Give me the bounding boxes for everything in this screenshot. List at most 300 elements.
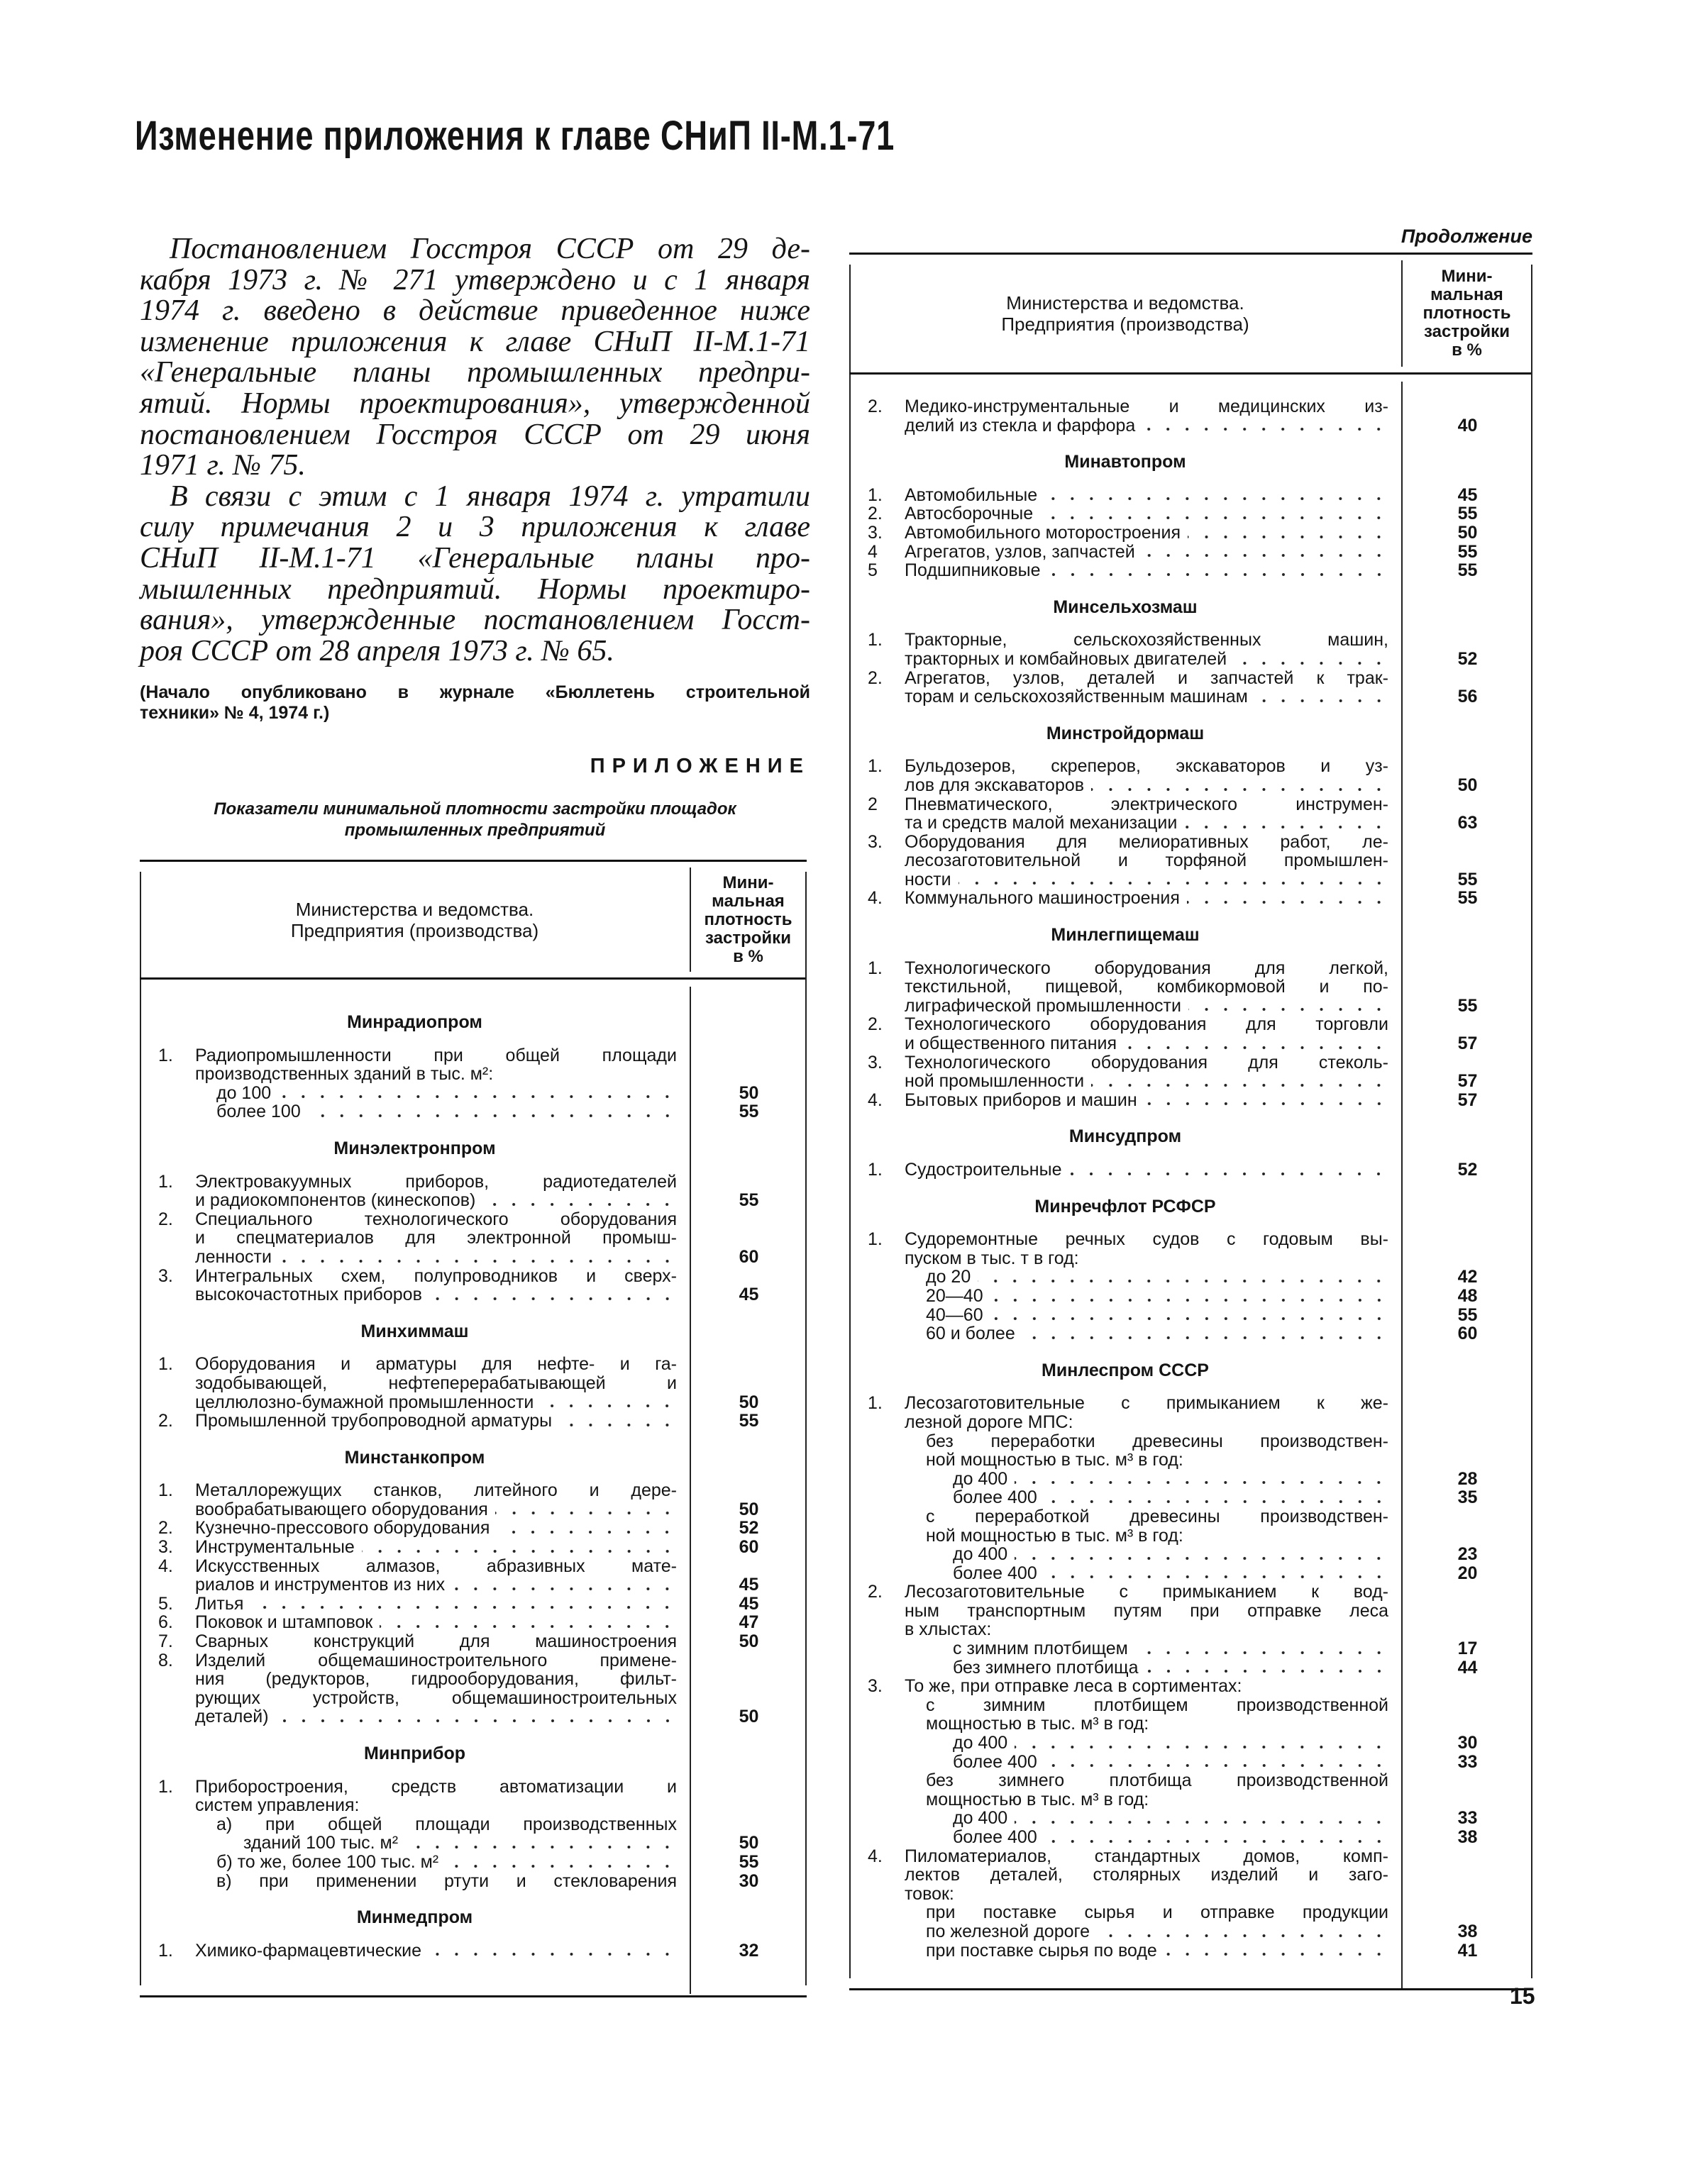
header-line: застройки — [705, 928, 791, 948]
table-row — [849, 977, 1532, 997]
dot-leader — [276, 1707, 677, 1726]
density-value — [690, 1651, 804, 1670]
enterprise-text: Оборудования для мелиоративных работ, ле- — [905, 832, 1388, 852]
enterprise-text: Интегральных схем, полупроводников и сверх- — [195, 1266, 677, 1286]
item-number: 5 — [868, 561, 878, 580]
table-row — [140, 1393, 807, 1412]
item-number — [158, 1670, 195, 1689]
intro-line: изменение приложения к главе СНиП II-М.1-71 — [140, 325, 810, 358]
item-number: 6. — [158, 1613, 173, 1633]
item-number — [868, 1470, 905, 1489]
enterprise-text: Промышленной трубопроводной арматуры — [195, 1412, 553, 1431]
dot-leader — [978, 1268, 1388, 1287]
table-row — [849, 1034, 1532, 1053]
column-divider — [1401, 382, 1403, 1988]
dot-leader — [495, 1500, 677, 1519]
item-number — [868, 1324, 905, 1343]
ministry-name: Минавтопром — [1064, 453, 1186, 472]
enterprise-cell — [849, 1545, 1401, 1564]
density-value: 50 — [739, 1082, 759, 1103]
enterprise-text: рующих устройств, общемашиностроительных — [195, 1688, 677, 1708]
enterprise-cell — [140, 1538, 690, 1557]
item-number — [868, 1488, 905, 1507]
density-value: 55 — [1457, 1304, 1478, 1325]
table-row — [849, 1847, 1532, 1866]
dot-leader — [1188, 997, 1388, 1016]
dot-leader — [1044, 1828, 1388, 1847]
item-number — [868, 1753, 905, 1772]
ministry-heading — [140, 1139, 807, 1158]
density-value — [1401, 959, 1530, 978]
enterprise-cell — [849, 504, 1401, 523]
density-value — [690, 1173, 804, 1192]
enterprise-text: Приборостроения, средств автоматизации и — [195, 1777, 677, 1797]
dot-leader — [990, 1306, 1388, 1325]
enterprise-text: мощностью в тыс. м³ в год: — [926, 1714, 1149, 1734]
density-value: 40 — [1457, 415, 1478, 436]
item-number: 4. — [868, 1090, 883, 1110]
density-value: 45 — [739, 1575, 759, 1595]
header-line: Предприятия (производства) — [1001, 314, 1249, 335]
item-number — [868, 416, 905, 436]
item-number — [158, 1393, 195, 1412]
table-row — [849, 397, 1532, 416]
enterprise-cell — [140, 1285, 690, 1304]
enterprise-text: Искусственных алмазов, абразивных мате- — [195, 1556, 677, 1576]
density-value: 55 — [739, 1190, 759, 1211]
table-row — [140, 1613, 807, 1632]
table-row — [849, 543, 1532, 562]
dot-leader — [1015, 1470, 1388, 1489]
density-value: 56 — [1457, 687, 1478, 707]
item-number: 1. — [868, 1230, 883, 1249]
item-number — [868, 1790, 905, 1809]
dot-leader — [559, 1412, 677, 1431]
table-row — [849, 870, 1532, 889]
item-number — [868, 1696, 905, 1715]
item-number: 1. — [158, 1481, 173, 1500]
table-row — [140, 1481, 807, 1500]
item-number — [868, 814, 905, 833]
density-value — [1401, 977, 1530, 997]
empty-value — [1401, 926, 1530, 945]
density-value — [1401, 397, 1530, 416]
enterprise-cell — [849, 1072, 1401, 1091]
density-value: 33 — [1457, 1808, 1478, 1829]
item-number — [868, 687, 905, 706]
caption-line: промышленных предприятий — [344, 821, 606, 840]
dot-leader — [1097, 1922, 1388, 1941]
enterprise-cell — [849, 1790, 1401, 1809]
enterprise-text: мощностью в тыс. м³ в год: — [926, 1790, 1149, 1809]
table-row — [849, 523, 1532, 543]
enterprise-text: до 400 — [953, 1734, 1008, 1753]
item-number: 1. — [158, 1046, 173, 1065]
enterprise-cell — [849, 814, 1401, 833]
table-row — [849, 486, 1532, 505]
table-row — [849, 959, 1532, 978]
enterprise-text: до 20 — [926, 1268, 971, 1287]
item-number — [158, 1285, 195, 1304]
table-row — [849, 1394, 1532, 1413]
intro-line: 1971 г. № 75. — [140, 449, 306, 482]
enterprise-cell — [849, 561, 1401, 580]
enterprise-text: ности — [905, 870, 951, 889]
enterprise-text: Металлорежущих станков, литейного и дере- — [195, 1481, 677, 1500]
density-value: 38 — [1457, 1921, 1478, 1941]
table-row — [140, 1210, 807, 1229]
ministry-heading — [849, 724, 1532, 743]
table-row — [849, 504, 1532, 523]
enterprise-text: То же, при отправке леса в сортиментах: — [905, 1677, 1242, 1696]
enterprise-text: Технологического оборудования для легкой, — [905, 958, 1388, 978]
item-number — [158, 1102, 195, 1121]
item-number: 2. — [868, 504, 883, 523]
item-number — [868, 1602, 905, 1621]
enterprise-text: б) то же, более 100 тыс. м² — [216, 1852, 439, 1872]
empty-value — [1401, 1361, 1530, 1380]
density-value — [690, 1670, 804, 1689]
ministry-name: Минстройдормаш — [1046, 724, 1205, 743]
enterprise-cell — [140, 1595, 690, 1614]
enterprise-cell — [849, 1034, 1401, 1053]
enterprise-cell — [849, 1866, 1401, 1885]
density-value — [1401, 669, 1530, 688]
table-row — [849, 1771, 1532, 1790]
density-table-right — [849, 253, 1532, 1990]
density-value — [690, 1229, 804, 1248]
dot-leader — [1015, 1809, 1388, 1828]
continued-label: Продолжение — [1401, 226, 1532, 247]
table-row — [849, 1866, 1532, 1885]
dot-leader — [497, 1519, 677, 1538]
table-row — [140, 1412, 807, 1431]
enterprise-cell — [849, 1306, 1401, 1325]
density-value — [1401, 1602, 1530, 1621]
enterprise-text: более 400 — [953, 1488, 1037, 1507]
enterprise-cell — [849, 776, 1401, 795]
enterprise-text: Судоремонтные речных судов с годовым вы- — [905, 1230, 1388, 1249]
ministry-heading — [140, 1322, 807, 1341]
density-value: 30 — [739, 1870, 759, 1891]
enterprise-cell — [849, 870, 1401, 889]
enterprise-cell — [849, 795, 1401, 814]
density-value: 50 — [1457, 775, 1478, 795]
density-value: 28 — [1457, 1468, 1478, 1489]
enterprise-cell — [849, 1053, 1401, 1072]
enterprise-cell — [849, 1903, 1401, 1922]
table-rows — [140, 980, 807, 1960]
table-header — [140, 862, 807, 980]
table-row — [849, 851, 1532, 870]
table-row — [140, 1557, 807, 1576]
table-row — [140, 1575, 807, 1595]
dot-leader — [1015, 1734, 1388, 1753]
density-value: 55 — [1457, 541, 1478, 562]
table-row — [140, 1595, 807, 1614]
density-value: 55 — [739, 1411, 759, 1431]
dot-leader — [1044, 1488, 1388, 1507]
enterprise-text: до 100 — [216, 1083, 272, 1103]
item-number — [868, 776, 905, 795]
table-row — [140, 1084, 807, 1103]
enterprise-cell — [140, 1374, 690, 1393]
table-row — [849, 687, 1532, 706]
item-number: 5. — [158, 1594, 173, 1614]
item-number — [868, 1564, 905, 1583]
table-row — [849, 1582, 1532, 1602]
dot-leader — [958, 870, 1388, 889]
enterprise-cell — [849, 1230, 1401, 1249]
dot-leader — [1091, 776, 1388, 795]
enterprise-cell — [140, 1267, 690, 1286]
table-row — [849, 650, 1532, 669]
ministry-name: Минприбор — [363, 1744, 466, 1763]
header-ministries — [849, 255, 1401, 372]
table-row — [849, 833, 1532, 852]
ministry-name: Минрадиопром — [347, 1013, 482, 1032]
enterprise-cell — [140, 1557, 690, 1576]
enterprise-text: деталей) — [195, 1707, 269, 1726]
enterprise-text: и общественного питания — [905, 1034, 1117, 1053]
enterprise-cell — [849, 997, 1401, 1016]
enterprise-cell — [140, 1670, 690, 1689]
enterprise-cell — [849, 1287, 1401, 1306]
density-value: 60 — [739, 1537, 759, 1558]
table-row — [849, 1324, 1532, 1343]
density-value: 60 — [739, 1246, 759, 1267]
density-value: 55 — [1457, 560, 1478, 581]
item-number: 3. — [868, 1677, 883, 1696]
dot-leader — [405, 1834, 677, 1853]
intro-line: роя СССР от 28 апреля 1973 г. № 65. — [140, 634, 614, 667]
dot-leader — [452, 1575, 677, 1595]
item-number — [868, 1072, 905, 1091]
dot-leader — [446, 1853, 677, 1872]
dot-leader — [1044, 1564, 1388, 1583]
table-row — [849, 1526, 1532, 1546]
density-value — [690, 1778, 804, 1797]
dot-leader — [250, 1595, 677, 1614]
enterprise-text: Электровакуумных приборов, радиотедателей — [195, 1172, 677, 1192]
item-number: 1. — [158, 1172, 173, 1192]
enterprise-text: Технологического оборудования для торговли — [905, 1015, 1388, 1035]
item-number: 3. — [868, 1053, 883, 1072]
empty-value — [690, 1744, 804, 1763]
table-header — [849, 255, 1532, 375]
enterprise-text: зданий 100 тыс. м² — [243, 1834, 399, 1853]
enterprise-cell — [140, 1500, 690, 1519]
table-row — [849, 997, 1532, 1016]
table-row — [849, 814, 1532, 833]
enterprise-cell — [849, 1753, 1401, 1772]
enterprise-cell — [849, 1564, 1401, 1583]
item-number — [868, 1306, 905, 1325]
item-number — [868, 1828, 905, 1847]
item-number — [158, 1575, 195, 1595]
enterprise-cell — [849, 757, 1401, 776]
density-value — [690, 1815, 804, 1834]
enterprise-cell — [140, 1941, 690, 1961]
header-density — [1401, 260, 1531, 367]
density-value: 55 — [1457, 995, 1478, 1016]
enterprise-cell — [849, 1734, 1401, 1753]
enterprise-cell — [849, 397, 1401, 416]
ministry-heading — [140, 1013, 807, 1032]
ministry-name: Минэлектронпром — [333, 1138, 496, 1158]
enterprise-text: торам и сельскохозяйственным машинам — [905, 687, 1248, 706]
density-value — [690, 1557, 804, 1576]
item-number — [868, 1526, 905, 1546]
enterprise-text: до 400 — [953, 1545, 1008, 1564]
enterprise-text: без зимнего плотбища производственной — [926, 1771, 1388, 1790]
header-ministries — [140, 862, 690, 977]
table-row — [140, 1191, 807, 1210]
table-row — [849, 1230, 1532, 1249]
item-number — [868, 1734, 905, 1753]
item-number: 2. — [158, 1412, 173, 1431]
enterprise-cell — [849, 1413, 1401, 1432]
header-density — [690, 867, 805, 972]
ministry-name: Минречфлот РСФСР — [1034, 1197, 1216, 1216]
density-value — [1401, 833, 1530, 852]
enterprise-cell — [849, 486, 1401, 505]
enterprise-cell — [849, 669, 1401, 688]
table-row — [849, 1734, 1532, 1753]
enterprise-cell — [140, 1519, 690, 1538]
dot-leader — [1091, 1072, 1388, 1091]
enterprise-text: производственных зданий в тыс. м²: — [195, 1065, 494, 1084]
enterprise-cell — [140, 1632, 690, 1651]
item-number: 2. — [868, 397, 883, 416]
item-number: 4. — [158, 1556, 173, 1576]
table-row — [849, 416, 1532, 436]
enterprise-cell — [140, 1575, 690, 1595]
table-row — [849, 1903, 1532, 1922]
table-row — [849, 1413, 1532, 1432]
enterprise-cell — [849, 1602, 1401, 1621]
enterprise-cell — [849, 1488, 1401, 1507]
header-line: мальная — [712, 891, 785, 911]
table-rows — [849, 375, 1532, 1960]
density-value — [1401, 1885, 1530, 1904]
table-row — [140, 1796, 807, 1815]
density-value — [690, 1046, 804, 1065]
enterprise-cell — [849, 1268, 1401, 1287]
enterprise-text: до 400 — [953, 1809, 1008, 1828]
item-number: 1. — [868, 757, 883, 776]
dot-leader — [1184, 814, 1388, 833]
density-value: 50 — [739, 1833, 759, 1853]
intro-line: 1974 г. введено в действие приведенное ниже — [140, 294, 810, 328]
item-number: 1. — [868, 1394, 883, 1413]
header-line: Министерства и ведомства. — [295, 898, 534, 920]
table-row — [849, 1451, 1532, 1470]
dot-leader — [541, 1393, 677, 1412]
enterprise-text: Медико-инструментальные и медицинских из- — [905, 397, 1388, 416]
enterprise-cell — [140, 1191, 690, 1210]
density-value — [1401, 1526, 1530, 1546]
density-value — [1401, 1903, 1530, 1922]
enterprise-text: Кузнечно-прессового оборудования — [195, 1519, 490, 1539]
density-value — [1401, 1866, 1530, 1885]
table-row — [140, 1173, 807, 1192]
table-row — [849, 1432, 1532, 1451]
table-row — [849, 1249, 1532, 1268]
table-row — [849, 1091, 1532, 1110]
dot-leader — [1124, 1034, 1388, 1053]
item-number: 8. — [158, 1651, 173, 1670]
density-value — [1401, 1394, 1530, 1413]
table-row — [849, 1015, 1532, 1034]
enterprise-cell — [849, 543, 1401, 562]
header-line: в % — [1452, 340, 1482, 360]
table-row — [140, 1267, 807, 1286]
enterprise-cell — [849, 1696, 1401, 1715]
enterprise-cell — [140, 1707, 690, 1726]
enterprise-text: Литья — [195, 1594, 244, 1614]
table-row — [140, 1248, 807, 1267]
table-row — [140, 1102, 807, 1121]
density-value: 45 — [1457, 484, 1478, 505]
enterprise-text: без зимнего плотбища — [953, 1658, 1139, 1678]
density-value: 32 — [739, 1940, 759, 1961]
dot-leader — [1144, 1091, 1388, 1110]
enterprise-text: Судостроительные — [905, 1160, 1062, 1180]
table-row — [140, 1538, 807, 1557]
table-row — [849, 1809, 1532, 1828]
table-row — [140, 1651, 807, 1670]
density-value — [690, 1689, 804, 1708]
intro-line: «Генеральные планы промышленных предпри- — [140, 356, 810, 389]
item-number: 3. — [158, 1538, 173, 1557]
enterprise-text: при поставке сырья по воде — [926, 1941, 1157, 1961]
table-row — [849, 1828, 1532, 1847]
enterprise-text: Технологического оборудования для стеколь- — [905, 1053, 1388, 1072]
item-number: 1. — [868, 958, 883, 978]
dot-leader — [1142, 543, 1388, 562]
item-number — [868, 1268, 905, 1287]
empty-value — [1401, 598, 1530, 617]
item-number — [868, 1866, 905, 1885]
dot-leader — [279, 1248, 677, 1267]
ministry-heading — [849, 598, 1532, 617]
table-row — [140, 1853, 807, 1872]
item-number: 3. — [868, 523, 883, 543]
intro-line: В связи с этим с 1 января 1974 г. утратили — [170, 480, 810, 513]
density-value: 17 — [1457, 1639, 1478, 1659]
table-row — [140, 1670, 807, 1689]
enterprise-text: Агрегатов, узлов, деталей и запчастей к трак- — [905, 668, 1388, 688]
density-value: 52 — [1457, 1160, 1478, 1180]
density-value: 60 — [1457, 1324, 1478, 1344]
density-value: 47 — [739, 1612, 759, 1633]
ministry-heading — [849, 1197, 1532, 1216]
enterprise-cell — [140, 1210, 690, 1229]
density-table-left — [140, 860, 807, 1997]
density-value — [1401, 631, 1530, 650]
dot-leader — [1255, 687, 1388, 706]
density-value: 52 — [739, 1518, 759, 1539]
enterprise-cell — [849, 687, 1401, 706]
density-value — [1401, 1053, 1530, 1072]
dot-leader — [1188, 523, 1388, 543]
intro-line: мышленных предприятий. Нормы проектиро- — [140, 572, 810, 606]
ministry-heading — [849, 1127, 1532, 1146]
header-line: Мини- — [722, 872, 774, 892]
density-value: 55 — [739, 1851, 759, 1872]
ministry-heading — [849, 926, 1532, 945]
